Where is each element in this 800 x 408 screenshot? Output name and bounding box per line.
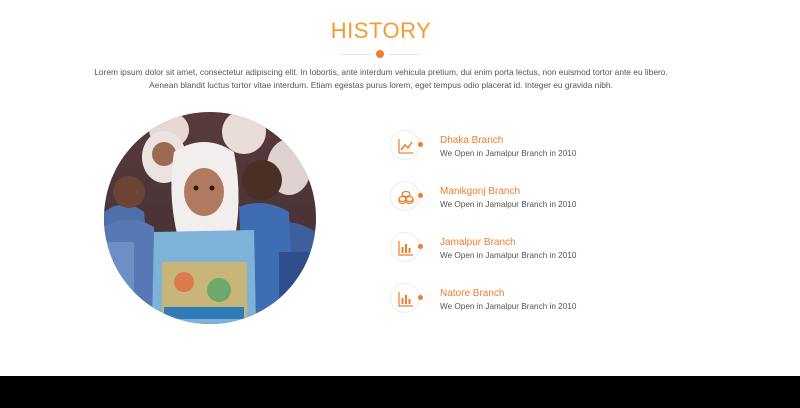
timeline-dot bbox=[418, 244, 423, 249]
branch-name: Jamalpur Branch bbox=[440, 237, 516, 248]
branch-name: Dhaka Branch bbox=[440, 135, 504, 146]
children-photo bbox=[104, 112, 316, 324]
intro-line-2: Aenean blandit luctus tortor vitae interdum. Etiam egestas purus lorem, eget tempus odio placerat id. Integer eu gravida nibh. bbox=[149, 80, 613, 90]
branch-item-manikgonj bbox=[390, 181, 650, 217]
section-title: HISTORY bbox=[330, 18, 432, 43]
bar-chart-icon bbox=[390, 232, 420, 262]
branch-description: We Open in Jamalpur Branch in 2010 bbox=[440, 302, 577, 311]
line-chart-icon bbox=[390, 130, 420, 160]
divider-dot bbox=[376, 50, 384, 58]
branch-description: We Open in Jamalpur Branch in 2010 bbox=[440, 251, 577, 260]
branch-name: Natore Branch bbox=[440, 288, 505, 299]
branch-description: We Open in Jamalpur Branch in 2010 bbox=[440, 200, 577, 209]
timeline-dot bbox=[418, 295, 423, 300]
branch-item-natore bbox=[390, 283, 650, 319]
branch-item-dhaka bbox=[390, 130, 650, 166]
branch-description: We Open in Jamalpur Branch in 2010 bbox=[440, 149, 577, 158]
intro-line-1: Lorem ipsum dolor sit amet, consectetur adipiscing elit. In lobortis, ante interdum vehicula pretium, dui enim porta lectus, non euismod tortor ante eu libero. bbox=[94, 67, 668, 77]
coins-icon bbox=[390, 181, 420, 211]
title-divider bbox=[340, 50, 420, 58]
bar-chart-icon bbox=[390, 283, 420, 313]
intro-text bbox=[90, 66, 672, 92]
footer-bar bbox=[0, 376, 800, 408]
branch-item-jamalpur bbox=[390, 232, 650, 268]
timeline-dot bbox=[418, 193, 423, 198]
branch-name: Manikgonj Branch bbox=[440, 186, 521, 197]
timeline-dot bbox=[418, 142, 423, 147]
